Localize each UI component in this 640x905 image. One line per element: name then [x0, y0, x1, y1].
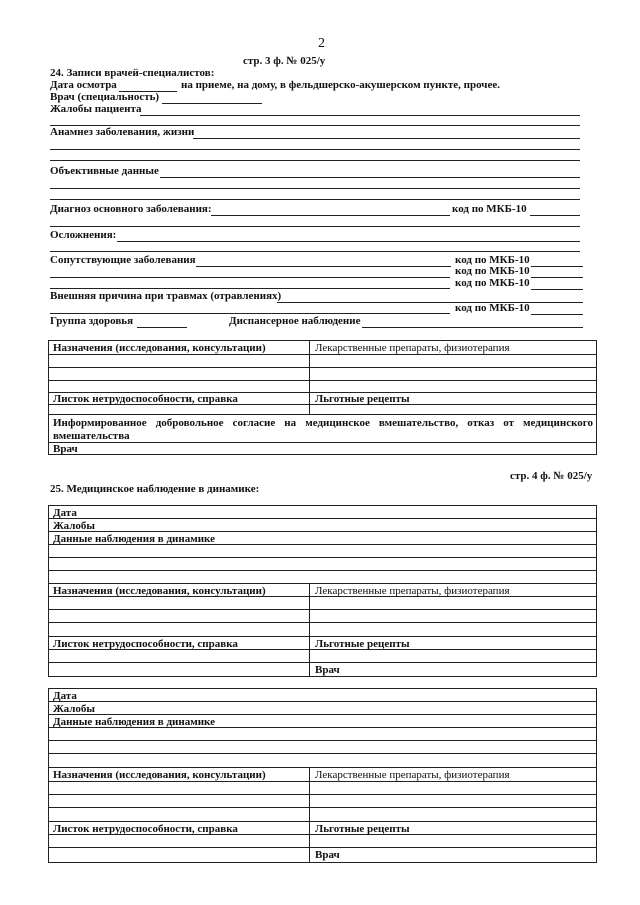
consent-text: Информированное добровольное согласие на медицинское вмешательство, отказ от медицинского: [53, 417, 593, 429]
obs-preferential-label: Льготные рецепты: [315, 638, 410, 650]
page-header-p3: стр. 3 ф. № 025/у: [243, 55, 326, 67]
table-row-line: [48, 714, 597, 715]
table-row-line: [48, 367, 597, 368]
table-row-line: [48, 442, 597, 443]
diagnosis-icd-field[interactable]: [530, 215, 580, 216]
table-row-line: [48, 636, 597, 637]
obs2-data-label: Данные наблюдения в динамике: [53, 716, 216, 728]
obs-prescriptions-header: Назначения (исследования, консультации): [53, 585, 266, 597]
table-row-line: [48, 794, 597, 795]
table-row-line: [48, 701, 597, 702]
obs2-drugs-header: Лекарственные препараты, физиотерапия: [315, 769, 510, 781]
page-header-p4: стр. 4 ф. № 025/у: [510, 470, 593, 482]
page-number: 2: [318, 36, 325, 51]
obs-date-label: Дата: [53, 507, 77, 519]
comorbid-label: Сопутствующие заболевания: [50, 254, 196, 266]
external-cause-field[interactable]: [277, 302, 583, 303]
table-row-line: [48, 354, 597, 355]
objective-label: Объективные данные: [50, 165, 159, 177]
obs2-sick-leave-label: Листок нетрудоспособности, справка: [53, 823, 238, 835]
table-row-line: [48, 821, 597, 822]
doctor-specialty-field[interactable]: [162, 103, 262, 104]
comorbid-icd-label: код по МКБ-10: [455, 277, 530, 289]
comorbid-line[interactable]: [50, 288, 450, 289]
external-icd-field[interactable]: [531, 314, 583, 315]
comorbid-line[interactable]: [50, 277, 450, 278]
complications-label: Осложнения:: [50, 229, 117, 241]
table-row-line: [48, 740, 597, 741]
diagnosis-line[interactable]: [50, 226, 580, 227]
complications-line[interactable]: [50, 251, 580, 252]
dispensary-label: Диспансерное наблюдение: [229, 315, 361, 327]
comorbid-icd-field[interactable]: [531, 266, 583, 267]
table-row-line: [48, 414, 597, 415]
table-row-line: [48, 767, 597, 768]
objective-line[interactable]: [50, 188, 580, 189]
table-row-line: [48, 662, 597, 663]
preferential-label: Льготные рецепты: [315, 393, 410, 405]
obs-doctor-label: Врач: [315, 664, 340, 676]
table-row-line: [48, 807, 597, 808]
dispensary-field[interactable]: [362, 327, 583, 328]
obs-complaints-label: Жалобы: [53, 520, 95, 532]
table-divider: [309, 340, 310, 414]
diagnosis-field[interactable]: [211, 215, 450, 216]
external-cause-label: Внешняя причина при травмах (отравлениях): [50, 290, 282, 302]
visit-date-label: Дата осмотра: [50, 79, 117, 91]
sick-leave-label: Листок нетрудоспособности, справка: [53, 393, 238, 405]
table-row-line: [48, 753, 597, 754]
obs2-date-label: Дата: [53, 690, 77, 702]
table-divider: [309, 583, 310, 677]
anamnesis-field[interactable]: [193, 138, 580, 139]
obs2-doctor-label: Врач: [315, 849, 340, 861]
anamnesis-line[interactable]: [50, 160, 580, 161]
comorbid-icd-field[interactable]: [531, 289, 583, 290]
diagnosis-label: Диагноз основного заболевания:: [50, 203, 212, 215]
table-row-line: [48, 583, 597, 584]
drugs-header: Лекарственные препараты, физиотерапия: [315, 342, 510, 354]
external-cause-line[interactable]: [50, 313, 450, 314]
anamnesis-label: Анамнез заболевания, жизни: [50, 126, 195, 138]
objective-field[interactable]: [160, 177, 580, 178]
table-row-line: [48, 609, 597, 610]
table-divider: [309, 767, 310, 863]
table-row-line: [48, 847, 597, 848]
section-25-title: 25. Медицинское наблюдение в динамике:: [50, 483, 260, 495]
obs2-preferential-label: Льготные рецепты: [315, 823, 410, 835]
comorbid-icd-label: код по МКБ-10: [455, 265, 530, 277]
table-row-line: [48, 557, 597, 558]
obs-drugs-header: Лекарственные препараты, физиотерапия: [315, 585, 510, 597]
diagnosis-icd-label: код по МКБ-10: [452, 203, 527, 215]
table-row-line: [48, 531, 597, 532]
comorbid-icd-field[interactable]: [531, 277, 583, 278]
visit-place-label: на приеме, на дому, в фельдшерско-акушерском пункте, прочее.: [181, 79, 500, 91]
health-group-field[interactable]: [137, 327, 187, 328]
doctor-specialty-label: Врач (специальность): [50, 91, 160, 103]
consent-text-cont: вмешательства: [53, 430, 130, 442]
comorbid-icd-label: код по МКБ-10: [455, 254, 530, 266]
obs2-complaints-label: Жалобы: [53, 703, 95, 715]
external-icd-label: код по МКБ-10: [455, 302, 530, 314]
section-24-title: 24. Записи врачей-специалистов:: [50, 67, 215, 79]
comorbid-field[interactable]: [196, 266, 451, 267]
table-row-line: [48, 570, 597, 571]
obs2-prescriptions-header: Назначения (исследования, консультации): [53, 769, 266, 781]
table-row-line: [48, 622, 597, 623]
table-row-line: [48, 380, 597, 381]
obs-sick-leave-label: Листок нетрудоспособности, справка: [53, 638, 238, 650]
objective-line[interactable]: [50, 199, 580, 200]
complications-field[interactable]: [117, 241, 580, 242]
obs-data-label: Данные наблюдения в динамике: [53, 533, 216, 545]
anamnesis-line[interactable]: [50, 149, 580, 150]
prescriptions-header: Назначения (исследования, консультации): [53, 342, 266, 354]
table-row-line: [48, 518, 597, 519]
complaints-field[interactable]: [140, 115, 580, 116]
complaints-label: Жалобы пациента: [50, 103, 142, 115]
table-row-line: [48, 781, 597, 782]
health-group-label: Группа здоровья: [50, 315, 134, 327]
consent-doctor-label: Врач: [53, 443, 78, 455]
